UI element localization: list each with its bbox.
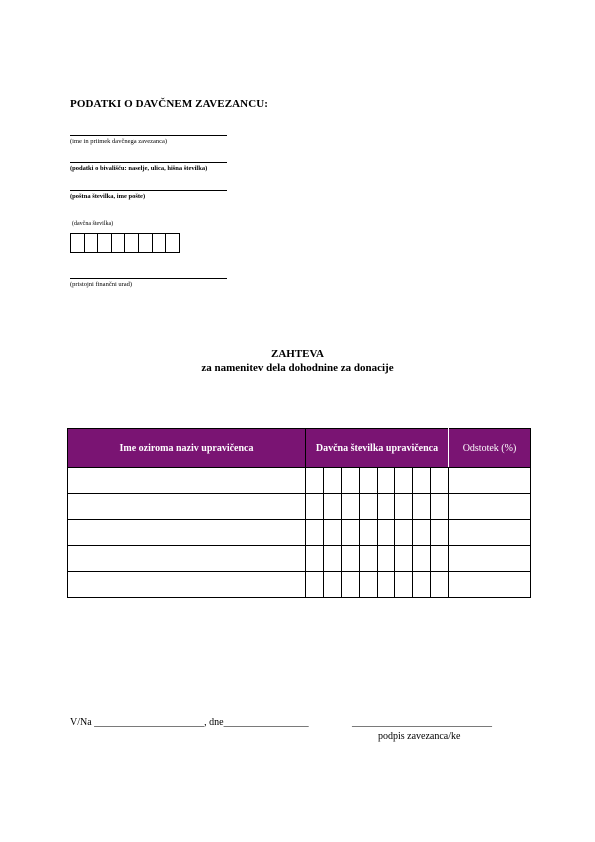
table-header-row [68, 429, 531, 468]
beneficiary-tax-digit-cell[interactable] [395, 494, 413, 520]
beneficiary-tax-digit-cell[interactable] [395, 572, 413, 598]
beneficiary-percent-cell[interactable] [449, 572, 531, 598]
beneficiary-tax-digit-cell[interactable] [377, 572, 395, 598]
beneficiary-tax-digit-cell[interactable] [413, 572, 431, 598]
beneficiary-name-cell[interactable] [68, 546, 306, 572]
tax-digit-box[interactable] [111, 233, 126, 253]
tax-number-caption: (davčna številka) [72, 221, 114, 227]
beneficiary-tax-digit-cell[interactable] [306, 572, 324, 598]
post-line [70, 190, 227, 191]
request-title: ZAHTEVA [271, 348, 324, 360]
beneficiary-tax-digit-cell[interactable] [431, 546, 449, 572]
beneficiary-tax-digit-cell[interactable] [431, 468, 449, 494]
beneficiary-percent-cell[interactable] [449, 546, 531, 572]
column-header-name: Ime oziroma naziv upravičenca [68, 429, 306, 468]
beneficiary-tax-digit-cell[interactable] [341, 520, 359, 546]
address-line [70, 162, 227, 163]
beneficiary-name-cell[interactable] [68, 520, 306, 546]
tax-digit-box[interactable] [138, 233, 153, 253]
beneficiary-tax-digit-cell[interactable] [341, 546, 359, 572]
beneficiary-tax-digit-cell[interactable] [431, 572, 449, 598]
table-row [68, 520, 531, 546]
beneficiary-tax-digit-cell[interactable] [359, 572, 377, 598]
beneficiary-tax-digit-cell[interactable] [306, 546, 324, 572]
name-line [70, 135, 227, 136]
beneficiary-tax-digit-cell[interactable] [377, 494, 395, 520]
post-caption: (poštna številka, ime pošte) [70, 193, 146, 200]
beneficiary-tax-digit-cell[interactable] [377, 520, 395, 546]
beneficiary-tax-digit-cell[interactable] [413, 546, 431, 572]
column-header-percent: Odstotek (%) [449, 429, 531, 468]
beneficiary-tax-digit-cell[interactable] [323, 572, 341, 598]
beneficiary-tax-digit-cell[interactable] [323, 520, 341, 546]
beneficiaries-table [67, 428, 531, 598]
beneficiary-tax-digit-cell[interactable] [377, 468, 395, 494]
beneficiary-name-cell[interactable] [68, 572, 306, 598]
beneficiary-tax-digit-cell[interactable] [359, 546, 377, 572]
beneficiary-tax-digit-cell[interactable] [323, 468, 341, 494]
table-row [68, 494, 531, 520]
beneficiary-tax-digit-cell[interactable] [395, 468, 413, 494]
taxpayer-section-heading: PODATKI O DAVČNEM ZAVEZANCU: [70, 98, 269, 110]
beneficiary-tax-digit-cell[interactable] [323, 546, 341, 572]
signature-caption: podpis zavezanca/ke [378, 731, 461, 742]
address-caption: (podatki o bivališču: naselje, ulica, hišna številka) [70, 165, 208, 172]
tax-digit-box[interactable] [165, 233, 180, 253]
name-caption: (ime in priimek davčnega zavezanca) [70, 138, 168, 145]
office-caption: (pristojni finančni urad) [70, 281, 133, 288]
beneficiary-tax-digit-cell[interactable] [359, 520, 377, 546]
beneficiary-percent-cell[interactable] [449, 468, 531, 494]
tax-digit-box[interactable] [152, 233, 167, 253]
request-subtitle: za namenitev dela dohodnine za donacije [201, 362, 394, 374]
beneficiary-tax-digit-cell[interactable] [323, 494, 341, 520]
beneficiary-percent-cell[interactable] [449, 520, 531, 546]
tax-digit-box[interactable] [70, 233, 85, 253]
beneficiary-tax-digit-cell[interactable] [341, 468, 359, 494]
beneficiary-name-cell[interactable] [68, 494, 306, 520]
beneficiary-tax-digit-cell[interactable] [341, 494, 359, 520]
beneficiary-tax-digit-cell[interactable] [395, 520, 413, 546]
beneficiary-tax-digit-cell[interactable] [413, 520, 431, 546]
tax-digit-box[interactable] [84, 233, 99, 253]
beneficiary-tax-digit-cell[interactable] [413, 468, 431, 494]
beneficiary-tax-digit-cell[interactable] [359, 468, 377, 494]
signature-line: ____________________________ [352, 717, 492, 728]
beneficiary-tax-digit-cell[interactable] [306, 468, 324, 494]
beneficiary-name-cell[interactable] [68, 468, 306, 494]
beneficiary-tax-digit-cell[interactable] [431, 494, 449, 520]
beneficiary-tax-digit-cell[interactable] [341, 572, 359, 598]
beneficiary-tax-digit-cell[interactable] [395, 546, 413, 572]
beneficiary-tax-digit-cell[interactable] [413, 494, 431, 520]
beneficiary-tax-digit-cell[interactable] [306, 520, 324, 546]
tax-digit-box[interactable] [124, 233, 139, 253]
table-row [68, 468, 531, 494]
place-date-line: V/Na ______________________, dne_________________ [70, 717, 309, 728]
beneficiary-tax-digit-cell[interactable] [306, 494, 324, 520]
table-row [68, 572, 531, 598]
taxpayer-tax-number-boxes [70, 233, 180, 253]
office-line [70, 278, 227, 279]
beneficiary-tax-digit-cell[interactable] [359, 494, 377, 520]
tax-digit-box[interactable] [97, 233, 112, 253]
column-header-tax-number: Davčna številka upravičenca [306, 429, 449, 468]
beneficiary-tax-digit-cell[interactable] [377, 546, 395, 572]
table-row [68, 546, 531, 572]
beneficiary-percent-cell[interactable] [449, 494, 531, 520]
beneficiary-tax-digit-cell[interactable] [431, 520, 449, 546]
